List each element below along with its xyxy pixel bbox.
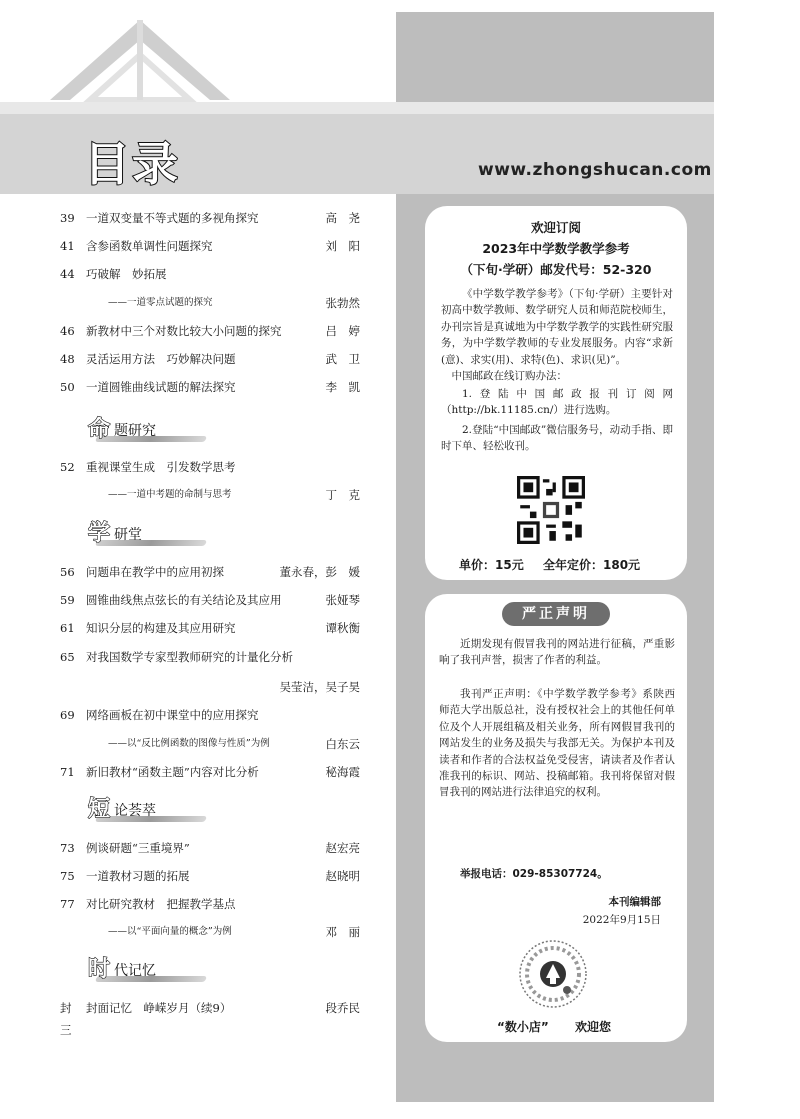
section-title: 论荟萃	[114, 803, 156, 819]
toc-title: 问题串在教学中的应用初探	[86, 565, 224, 579]
toc-author: 丁 克	[325, 488, 360, 502]
toc-author: 段乔民	[325, 1001, 360, 1015]
subscribe-postal-code: （下旬·学研）邮发代号：52-320	[460, 262, 652, 277]
shop-name: “数小店”	[497, 1020, 549, 1034]
toc-title: 封面记忆 峥嵘岁月（续9）	[86, 1001, 232, 1015]
toc-subtitle-entry[interactable]	[60, 292, 360, 314]
toc-page: 75	[60, 869, 75, 883]
toc-page: 65	[60, 650, 75, 664]
toc-page: 50	[60, 380, 75, 394]
toc-page: 73	[60, 841, 75, 855]
notice-signer: 本刊编辑部	[608, 896, 661, 908]
toc-author: 白东云	[325, 737, 360, 751]
toc-page: 46	[60, 324, 75, 338]
section-big-char: 学	[88, 521, 111, 546]
subscribe-heading: 欢迎订阅	[530, 220, 581, 235]
subscribe-card	[425, 206, 687, 580]
notice-report-phone: 举报电话：029-85307724。	[460, 868, 608, 880]
toc-author: 秘海霞	[325, 765, 360, 779]
toc-author-line[interactable]	[60, 676, 360, 698]
toc-entry[interactable]	[60, 865, 360, 887]
toc-entry[interactable]	[60, 893, 360, 915]
toc-entry[interactable]	[60, 320, 360, 342]
toc-title: 巧破解 妙拓展	[86, 267, 167, 281]
toc-author: 高 尧	[325, 211, 360, 225]
toc-entry[interactable]	[60, 589, 360, 611]
toc-page: 44	[60, 267, 75, 281]
toc-author: 张娅琴	[325, 593, 360, 607]
toc-subtitle: ——一道中考题的命制与思考	[108, 489, 232, 500]
toc-entry[interactable]	[60, 704, 360, 726]
toc-entry[interactable]	[60, 207, 360, 229]
toc-page: 61	[60, 621, 75, 635]
section-title: 题研究	[114, 423, 156, 439]
toc-author: 吕 婷	[325, 324, 360, 338]
toc-title: 新教材中三个对数比较大小问题的探究	[86, 324, 282, 338]
subscribe-method-title: 中国邮政在线订购办法：	[451, 370, 567, 382]
toc-page: 52	[60, 460, 75, 474]
toc-author: 李 凯	[325, 380, 360, 394]
toc-title: 网络画板在初中课堂中的应用探究	[86, 708, 259, 722]
toc-subtitle-entry[interactable]	[60, 484, 360, 506]
toc-page: 59	[60, 593, 75, 607]
toc-page: 39	[60, 211, 75, 225]
toc-title: 对我国数学专家型教师研究的计量化分析	[86, 650, 293, 664]
toc-entry[interactable]	[60, 348, 360, 370]
header-band-highlight	[0, 102, 714, 114]
toc-author: 赵宏亮	[325, 841, 360, 855]
subscribe-intro: 《中学数学教学参考》（下旬·学研）主要针对初高中数学教师、数学研究人员和师范院校师生，办刊宗旨是真诚地为中学数学教学的实践性研究服务，为中学数学教师的专业发展服务。内容“求新(意)、求实(用)、求特(色)、求识(见)”。	[441, 288, 673, 366]
toc-author: 武 卫	[325, 352, 360, 366]
notice-card	[425, 594, 687, 1042]
toc-author: 刘 阳	[325, 239, 360, 253]
subscribe-journal-name: 2023年中学数学教学参考	[482, 241, 630, 256]
roof-decoration	[40, 0, 240, 110]
price-single: 单价：15元	[459, 558, 524, 572]
notice-badge: 严正声明	[502, 602, 610, 626]
toc-author: 赵晓明	[325, 869, 360, 883]
toc-author: 邓 丽	[325, 925, 360, 939]
section-swoosh	[95, 540, 207, 546]
toc-author: 吴莹洁，吴子昊	[279, 680, 360, 694]
toc-page: 封三	[60, 1001, 72, 1037]
toc-page: 77	[60, 897, 75, 911]
notice-date: 2022年9月15日	[582, 914, 661, 926]
toc-page: 41	[60, 239, 75, 253]
toc-page: 71	[60, 765, 75, 779]
toc-title: 对比研究教材 把握教学基点	[86, 897, 236, 911]
toc-entry[interactable]	[60, 997, 360, 1037]
section-title: 代记忆	[114, 963, 156, 979]
section-big-char: 命	[88, 417, 111, 442]
section-header-duanlun	[66, 798, 206, 828]
toc-title: 一道双变量不等式题的多视角探究	[86, 211, 259, 225]
section-header-xueyan	[66, 522, 206, 552]
toc-entry[interactable]	[60, 761, 360, 783]
toc-title: 圆锥曲线焦点弦长的有关结论及其应用	[86, 593, 282, 607]
toc-title: 例谈研题“三重境界”	[86, 841, 190, 855]
section-big-char: 短	[88, 797, 111, 822]
toc-entry[interactable]	[60, 376, 360, 398]
toc-entry[interactable]	[60, 646, 360, 668]
toc-subtitle: ——以“反比例函数的图像与性质”为例	[108, 738, 270, 749]
toc-page: 48	[60, 352, 75, 366]
toc-title: 新旧教材“函数主题”内容对比分析	[86, 765, 259, 779]
toc-page: 56	[60, 565, 75, 579]
subscribe-method-2: 2.登陆“中国邮政”微信服务号，动动手指、即时下单、轻松收刊。	[441, 424, 673, 453]
toc-title: 含参函数单调性问题探究	[86, 239, 213, 253]
toc-entry[interactable]	[60, 617, 360, 639]
toc-subtitle: ——以“平面向量的概念”为例	[108, 926, 232, 937]
toc-author: 董永春，彭 媛	[279, 565, 360, 579]
price-annual: 全年定价：180元	[543, 558, 641, 572]
toc-entry[interactable]	[60, 837, 360, 859]
notice-paragraph-1: 近期发现有假冒我刊的网站进行征稿，严重影响了我刊声誉，损害了作者的利益。	[439, 638, 675, 667]
toc-author: 张勃然	[325, 296, 360, 310]
subscribe-qr-code[interactable]	[517, 476, 585, 544]
shop-welcome: 欢迎您	[575, 1020, 612, 1034]
subscribe-method-1[interactable]: 1.登陆中国邮政报刊订阅网（http://bk.11185.cn/）进行选购。	[441, 388, 673, 417]
toc-subtitle-entry[interactable]	[60, 921, 360, 943]
section-big-char: 时	[88, 957, 111, 982]
toc-title: 重视课堂生成 引发数学思考	[86, 460, 236, 474]
toc-subtitle: ——一道零点试题的探究	[108, 297, 213, 308]
toc-title: 一道圆锥曲线试题的解法探究	[86, 380, 236, 394]
section-header-mingti	[66, 418, 206, 448]
toc-entry[interactable]	[60, 235, 360, 257]
section-header-shidai	[66, 958, 206, 988]
toc-page: 69	[60, 708, 75, 722]
notice-paragraph-2: 我刊严正声明：《中学数学教学参考》系陕西师范大学出版总社，没有授权社会上的其他任何单位及个人开展组稿及相关业务，所有网假冒我刊的网站发生的业务及损失与我部无关。为保护本刊及读者和作者的合法权益免受侵害，请读者及作者认准我刊的标识、网站、投稿邮箱。我刊将保留对假冒我刊的网站进行法律追究的权利。	[439, 688, 675, 799]
toc-entry[interactable]	[60, 456, 360, 478]
toc-title: 知识分层的构建及其应用研究	[86, 621, 236, 635]
toc-entry[interactable]	[60, 561, 360, 583]
shop-qr-code[interactable]	[519, 940, 587, 1008]
toc-title: 灵活运用方法 巧妙解决问题	[86, 352, 236, 366]
section-title: 研堂	[114, 527, 142, 543]
toc-author: 谭秋衡	[325, 621, 360, 635]
website-url[interactable]: www.zhongshucan.com	[478, 160, 712, 180]
toc-subtitle-entry[interactable]	[60, 733, 360, 755]
toc-title: 一道教材习题的拓展	[86, 869, 190, 883]
page-title: 目录	[84, 137, 180, 191]
toc-entry[interactable]	[60, 263, 360, 285]
